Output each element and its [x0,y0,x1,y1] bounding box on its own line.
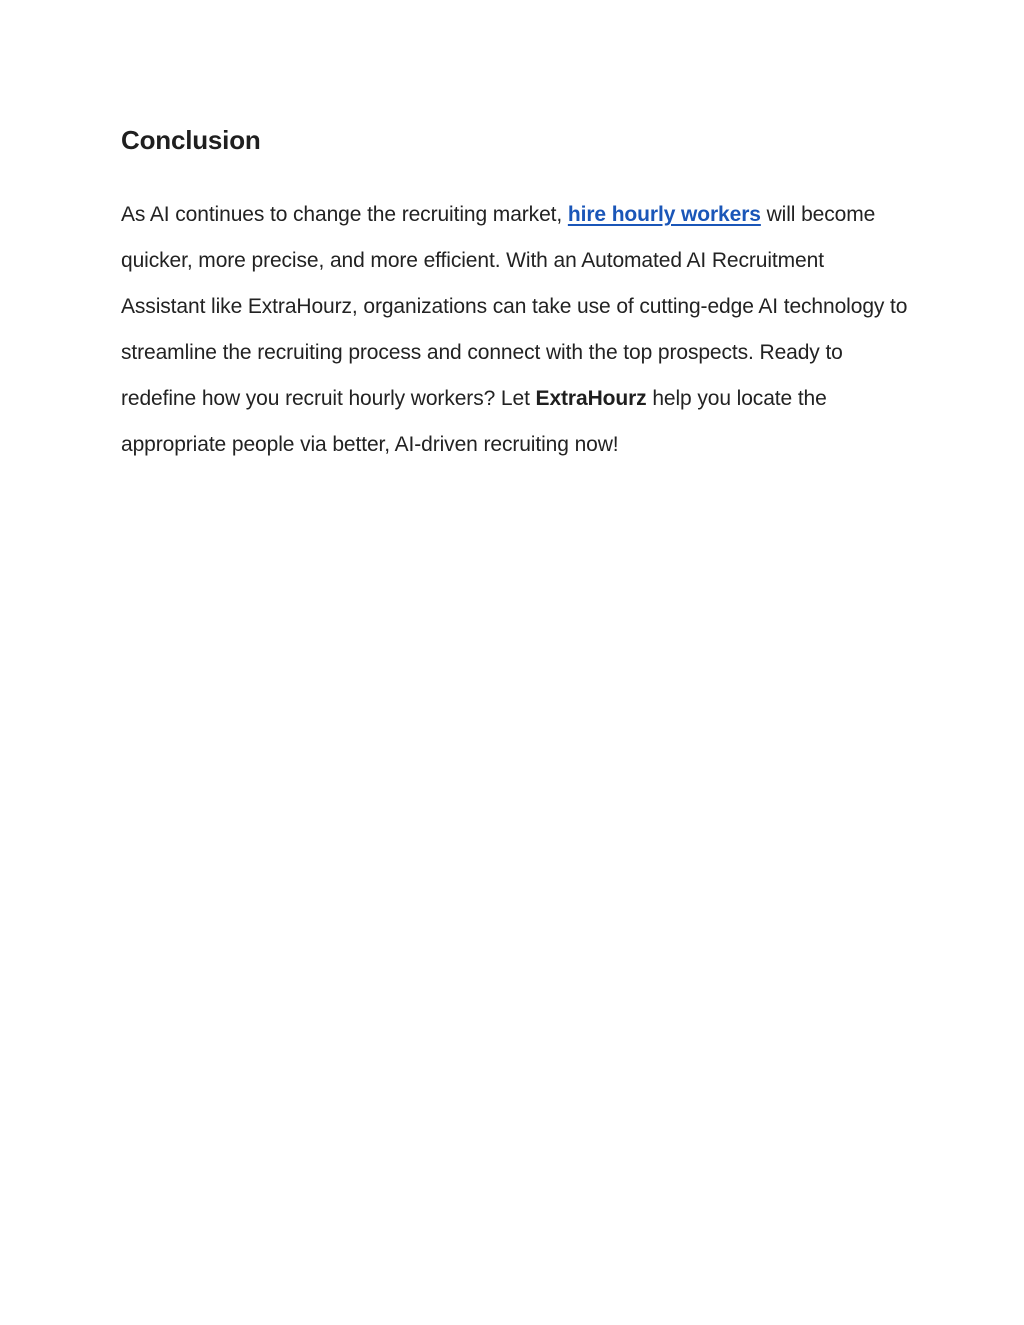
paragraph-text-part1: As AI continues to change the recruiting market, [121,203,568,226]
conclusion-paragraph [121,192,911,468]
paragraph-text-part2: will become quicker, more precise, and more efficient. With an Automated AI Recruitment Assistant like ExtraHourz, organizations can take use of cutting-edge AI technology to streamline the recruiting process and connect with the top prospects. Ready to redefine how you recruit hourly workers? Let [121,203,908,410]
paragraph-text-part3: help you locate the appropriate people via better, AI-driven recruiting now! [121,387,827,456]
hire-hourly-workers-link[interactable]: hire hourly workers [567,203,761,226]
extrahourz-bold-text: ExtraHourz [535,387,647,410]
page-title: Conclusion [121,125,261,155]
